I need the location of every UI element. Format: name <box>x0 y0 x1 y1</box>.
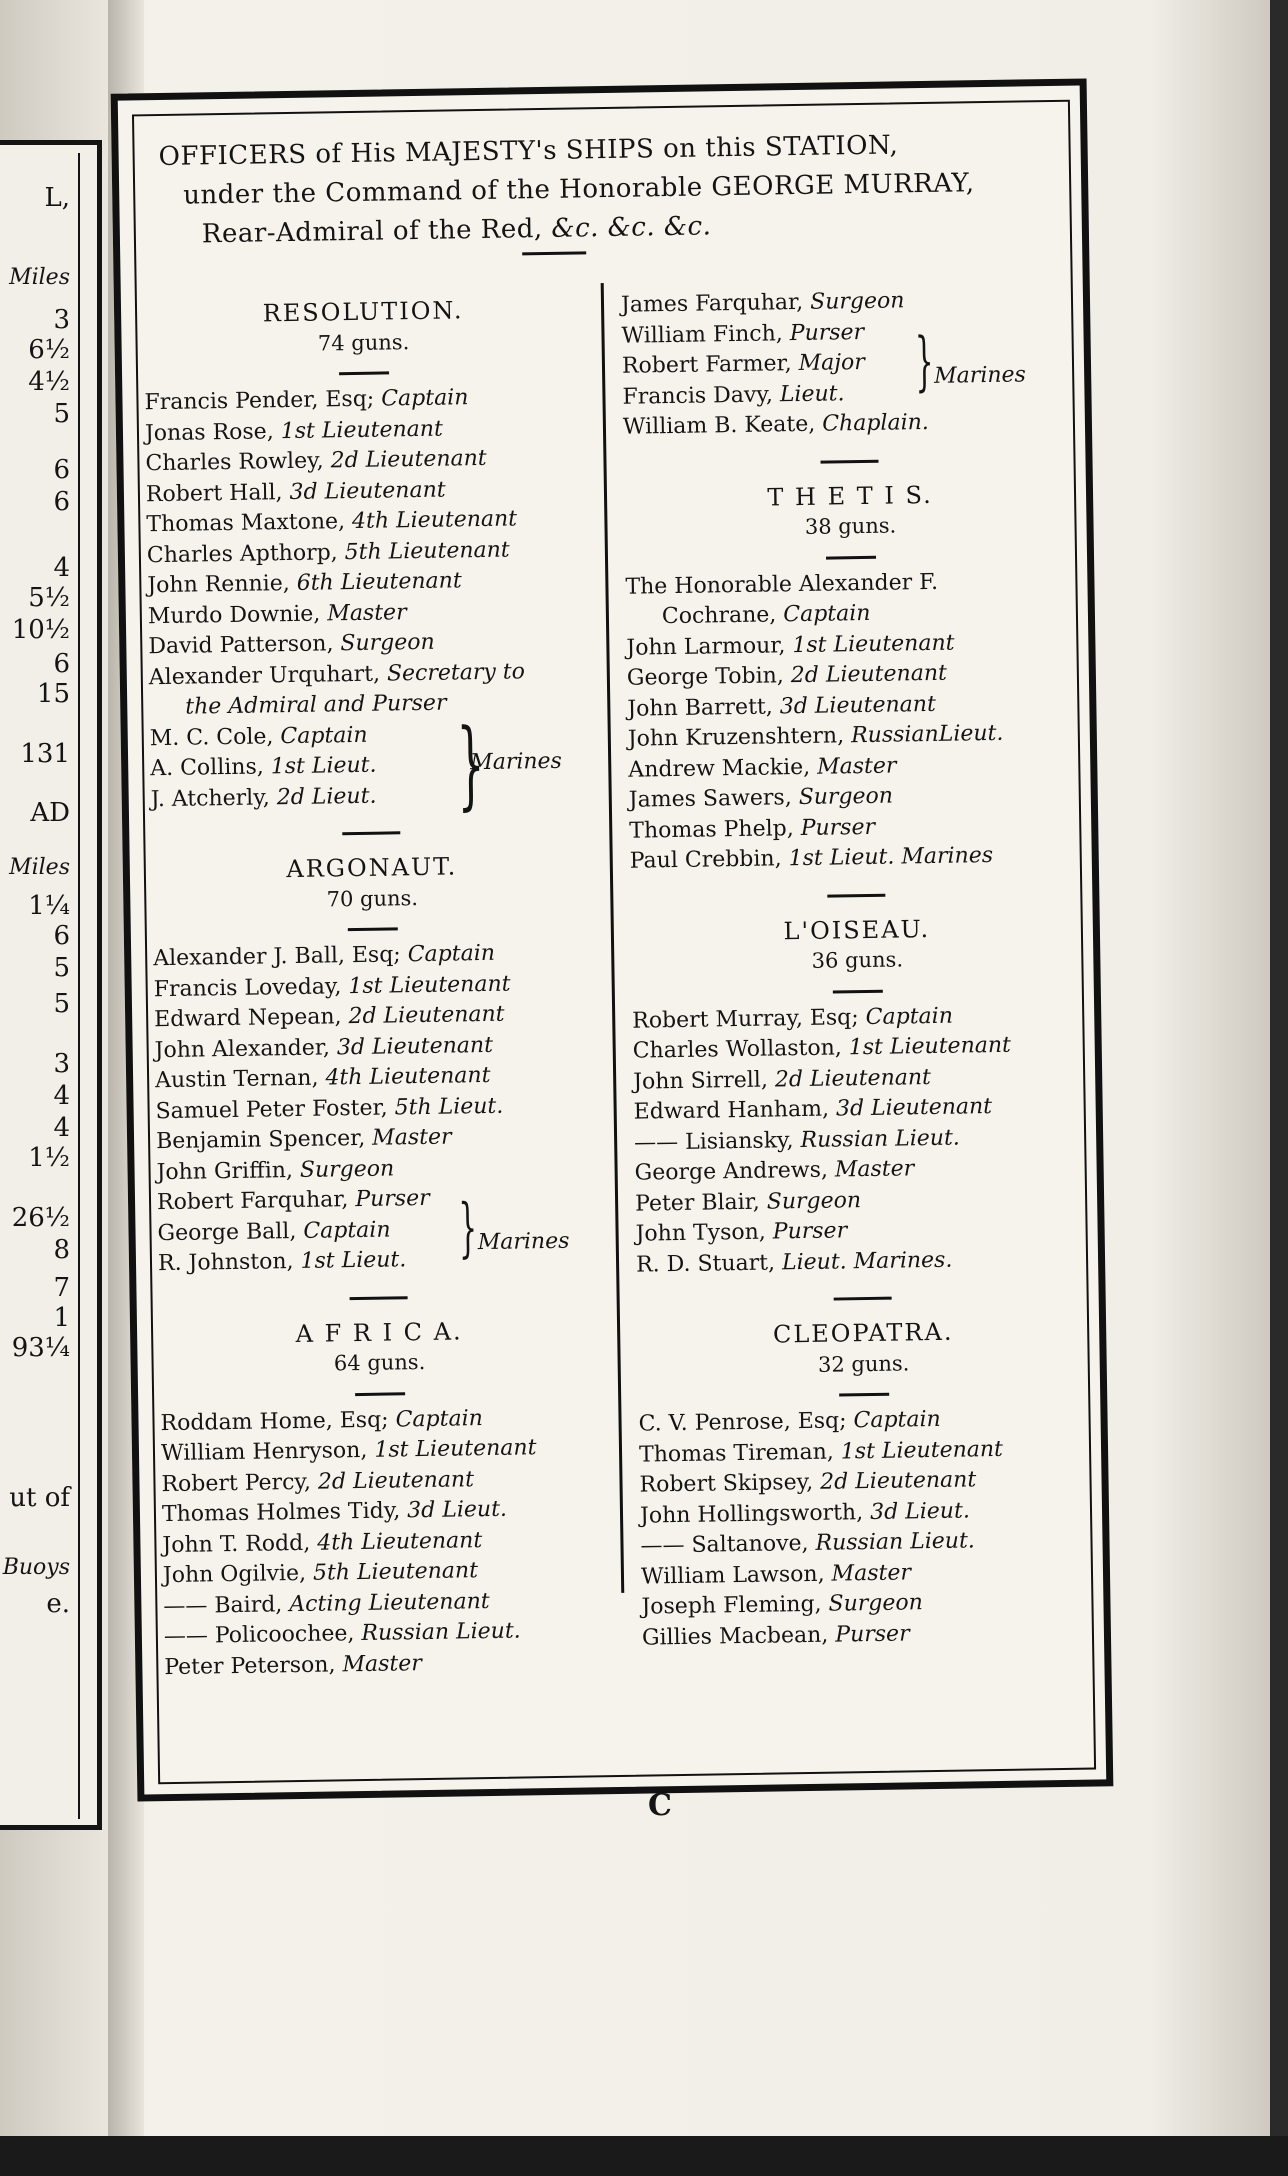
officer-entry <box>636 1243 1088 1281</box>
officer-name: William B. Keate, <box>622 411 823 440</box>
ship-guns: 64 guns. <box>333 1349 426 1376</box>
section-divider <box>834 1297 892 1301</box>
officer-rank: 1st Lieut. Marines <box>788 843 994 872</box>
margin-fragment: e. <box>46 1589 70 1619</box>
officer-rank: Master <box>372 1124 452 1151</box>
margin-fragment: Buoys <box>2 1555 70 1580</box>
officers-list-frame <box>111 78 1114 1801</box>
officer-rank: Lieut. <box>779 380 845 407</box>
officer-name: John T. Rodd, <box>162 1530 318 1558</box>
margin-fragment: 6 <box>53 921 70 951</box>
officer-name: John Larmour, <box>626 632 793 661</box>
officer-rank: Master <box>834 1156 915 1183</box>
officer-name: C. V. Penrose, Esq; <box>638 1408 854 1437</box>
officer-name: Charles Wollaston, <box>632 1035 849 1064</box>
margin-fragment: 7 <box>53 1273 70 1303</box>
margin-fragment: 26½ <box>11 1203 70 1233</box>
officer-entry <box>630 840 1082 878</box>
ship-name: CLEOPATRA. <box>772 1317 954 1349</box>
officer-name: Andrew Mackie, <box>628 754 818 783</box>
officer-rank: 1st Lieut. <box>270 752 377 780</box>
margin-fragment: 8 <box>53 1235 70 1265</box>
officer-entry <box>151 778 591 815</box>
officer-rank: Purser <box>789 319 865 346</box>
ship-rule <box>826 555 876 559</box>
officer-rank: 4th Lieutenant <box>325 1062 491 1091</box>
margin-fragment: Miles <box>9 265 70 290</box>
officer-name: J. Atcherly, <box>150 784 277 812</box>
officer-rank: 2d Lieutenant <box>330 445 487 474</box>
officer-rank: Purser <box>772 1218 848 1245</box>
margin-fragment: Miles <box>9 855 70 880</box>
officer-name: Francis Davy, <box>622 381 781 410</box>
officer-name: The Honorable Alexander F. <box>625 569 939 600</box>
title-line-1: OFFICERS of His MAJESTY's SHIPS on this STATION, <box>158 130 899 173</box>
officer-rank: 2d Lieutenant <box>348 1001 505 1030</box>
officer-rank: 2d Lieut. <box>276 783 377 810</box>
brace-mark: } <box>458 1191 478 1266</box>
officer-name: Samuel Peter Foster, <box>155 1094 395 1124</box>
officer-rank: 1st Lieutenant <box>280 416 444 444</box>
margin-fragment: 5 <box>53 989 70 1019</box>
marines-label: Marines <box>933 361 1027 389</box>
officer-name: Peter Blair, <box>634 1189 767 1217</box>
officer-name: Alexander Urquhart, <box>148 661 388 690</box>
officer-rank: 1st Lieutenant <box>374 1435 537 1463</box>
margin-fragment: 6 <box>53 455 70 485</box>
officer-rank: 6th Lieutenant <box>296 568 462 596</box>
officer-rank: 1st Lieutenant <box>840 1436 1004 1464</box>
ship-rule <box>833 989 883 993</box>
facing-page-margin <box>0 140 102 1830</box>
officer-name: Alexander J. Ball, Esq; <box>153 942 408 972</box>
officer-rank: RussianLieut. <box>850 720 1004 749</box>
margin-fragment: AD <box>30 798 70 828</box>
officer-name: Charles Apthorp, <box>146 539 345 568</box>
margin-fragment: 6½ <box>28 335 70 365</box>
officer-name: —— Baird, <box>163 1591 290 1619</box>
officer-name: William Lawson, <box>640 1561 832 1590</box>
officer-rank: 3d Lieutenant <box>835 1094 993 1122</box>
margin-fragment: L, <box>44 183 70 213</box>
officer-name: —— Lisiansky, <box>633 1127 801 1156</box>
officer-rank: Captain <box>783 600 871 628</box>
ship-guns: 36 guns. <box>811 947 904 973</box>
officer-rank: 1st Lieut. <box>300 1247 407 1274</box>
officer-name: John Sirrell, <box>633 1066 776 1095</box>
officer-rank: 1st Lieutenant <box>348 971 511 999</box>
officer-rank: 2d Lieutenant <box>790 660 948 689</box>
officer-name: John Ogilvie, <box>162 1560 314 1589</box>
margin-fragment: ut of <box>9 1483 70 1513</box>
officer-rank: Master <box>342 1650 422 1677</box>
ship-guns: 74 guns. <box>317 329 410 356</box>
officer-name: James Sawers, <box>628 785 799 813</box>
officer-rank: 3d Lieutenant <box>336 1032 494 1060</box>
officer-name: Charles Rowley, <box>145 448 331 477</box>
officer-name: John Rennie, <box>147 570 297 599</box>
officer-name: Thomas Tireman, <box>638 1438 841 1468</box>
officer-rank: 5th Lieutenant <box>312 1558 479 1586</box>
margin-fragment: 5 <box>53 953 70 983</box>
ship-rule <box>839 1393 889 1397</box>
officer-name: M. C. Cole, <box>149 723 281 751</box>
officer-name: Peter Peterson, <box>164 1651 343 1680</box>
officer-name: Roddam Home, Esq; <box>160 1406 396 1436</box>
officer-name: George Andrews, <box>634 1157 836 1186</box>
officer-name: Jonas Rose, <box>144 418 281 446</box>
margin-fragment: 1¼ <box>28 891 70 921</box>
officer-name: Robert Murray, Esq; <box>632 1004 866 1034</box>
officer-rank: Purser <box>355 1185 430 1213</box>
officer-name: William Henryson, <box>160 1437 375 1467</box>
officer-rank: Russian Lieut. <box>800 1125 961 1153</box>
right-column <box>621 284 1094 1654</box>
officer-name: Robert Skipsey, <box>639 1469 821 1498</box>
officer-rank: 1st Lieutenant <box>792 630 955 658</box>
officer-rank: Captain <box>280 722 368 749</box>
officer-name: John Tyson, <box>635 1219 774 1247</box>
ship-guns: 32 guns. <box>817 1350 910 1377</box>
section-divider <box>342 831 400 835</box>
margin-fragment: 6 <box>53 649 70 679</box>
officer-rank: Russian Lieut. <box>815 1528 976 1556</box>
officer-name: David Patterson, <box>148 631 341 660</box>
officer-name: James Farquhar, <box>620 289 811 318</box>
margin-fragment: 15 <box>36 679 70 709</box>
officer-name: R. D. Stuart, <box>635 1249 783 1278</box>
officer-rank: Major <box>798 349 866 376</box>
officer-name: Cochrane, <box>661 602 784 630</box>
officer-rank: Surgeon <box>766 1187 862 1215</box>
officer-name: Gillies Macbean, <box>641 1622 836 1651</box>
officer-rank: 5th Lieut. <box>394 1093 504 1120</box>
ship-guns: 38 guns. <box>804 513 897 539</box>
officer-name: Thomas Holmes Tidy, <box>161 1498 408 1528</box>
officer-name: Edward Nepean, <box>153 1004 349 1033</box>
section-divider <box>350 1296 408 1300</box>
margin-fragment: 131 <box>20 739 70 769</box>
ship-rule <box>348 927 398 931</box>
officer-rank: 3d Lieutenant <box>289 477 446 505</box>
officer-rank: Surgeon <box>809 288 905 315</box>
officer-rank: 4th Lieutenant <box>351 506 518 535</box>
officer-rank: 5th Lieutenant <box>344 537 510 565</box>
margin-fragment: 3 <box>53 1049 70 1079</box>
ship-name: RESOLUTION. <box>262 296 464 328</box>
margin-fragment: 1 <box>53 1303 70 1333</box>
officer-name: John Alexander, <box>154 1034 338 1063</box>
officer-name: Austin Ternan, <box>154 1065 326 1094</box>
section-divider <box>820 459 878 463</box>
officer-rank: Purser <box>800 814 876 841</box>
officer-rank: 2d Lieutenant <box>774 1064 932 1092</box>
margin-fragment: 10½ <box>11 615 70 645</box>
margin-fragment: 4½ <box>28 367 70 397</box>
officer-rank: 3d Lieut. <box>407 1496 508 1524</box>
officer-rank: 3d Lieutenant <box>779 691 936 719</box>
officer-name: John Kruzenshtern, <box>627 723 852 752</box>
officer-rank: 3d Lieut. <box>869 1497 971 1525</box>
signature-mark: C <box>648 1788 672 1823</box>
ship-name: A F R I C A. <box>295 1316 463 1348</box>
officer-name: John Hollingsworth, <box>639 1499 871 1529</box>
officer-rank: Surgeon <box>828 1590 924 1617</box>
margin-fragment: 5 <box>53 399 70 429</box>
officer-name: R. Johnston, <box>157 1248 301 1277</box>
officer-name: Joseph Fleming, <box>641 1591 829 1620</box>
officer-rank: Master <box>831 1559 912 1587</box>
officer-name: Thomas Phelp, <box>629 815 801 844</box>
brace-mark: } <box>914 324 935 399</box>
officer-name: A. Collins, <box>150 754 271 782</box>
officer-rank: Surgeon <box>340 629 435 657</box>
officer-name: Robert Hall, <box>145 479 290 507</box>
ship-name: L'OISEAU. <box>783 914 931 945</box>
margin-fragment: 1½ <box>28 1143 70 1173</box>
officer-name: John Barrett, <box>627 693 780 722</box>
officer-name: William Finch, <box>621 320 790 349</box>
officer-name: Thomas Maxtone, <box>146 509 353 538</box>
officer-name: Edward Hanham, <box>633 1096 837 1125</box>
officer-name: Benjamin Spencer, <box>155 1125 373 1155</box>
officer-rank: 4th Lieutenant <box>317 1527 483 1556</box>
officer-name: George Ball, <box>157 1218 304 1246</box>
ship-rule <box>355 1392 405 1396</box>
officer-name: Robert Percy, <box>161 1469 319 1497</box>
officer-rank: Captain <box>395 1405 483 1432</box>
margin-fragment: 3 <box>53 305 70 335</box>
officer-rank: Captain <box>407 940 496 968</box>
officer-name: George Tobin, <box>626 663 792 691</box>
officer-rank: 2d Lieutenant <box>819 1467 977 1495</box>
page-title <box>148 124 1050 255</box>
margin-fragment: 5½ <box>28 583 70 613</box>
officer-name: Francis Pender, Esq; <box>144 386 382 416</box>
officer-name: John Griffin, <box>156 1157 301 1185</box>
officer-name: —— Saltanove, <box>640 1530 816 1559</box>
officer-rank: Surgeon <box>299 1155 395 1183</box>
bottom-edge-shadow <box>0 2136 1288 2176</box>
ship-name: ARGONAUT. <box>286 852 458 884</box>
margin-fragment: 4 <box>53 553 70 583</box>
officer-rank: Purser <box>835 1620 910 1648</box>
officer-rank: Surgeon <box>798 783 894 811</box>
page-edge-shadow <box>1270 0 1288 2176</box>
officer-rank: 2d Lieutenant <box>317 1466 475 1495</box>
facing-page-fragments <box>0 153 80 1819</box>
marines-label: Marines <box>477 1228 570 1256</box>
officer-rank: Master <box>816 753 897 780</box>
officer-rank: Captain <box>865 1003 954 1030</box>
officer-name: Murdo Downie, <box>147 600 328 629</box>
margin-fragment: 4 <box>53 1081 70 1111</box>
officer-rank: 1st Lieutenant <box>848 1032 1012 1061</box>
officer-name: Robert Farquhar, <box>156 1187 356 1216</box>
title-etcetera: &c. &c. &c. <box>551 211 712 244</box>
officer-rank: Russian Lieut. <box>361 1618 521 1647</box>
officer-name: Francis Loveday, <box>153 973 349 1002</box>
officer-rank: Acting Lieutenant <box>289 1588 490 1617</box>
marines-label: Marines <box>470 749 563 776</box>
margin-fragment: 93¼ <box>11 1333 70 1363</box>
ship-rule <box>339 371 389 375</box>
margin-fragment: 4 <box>53 1113 70 1143</box>
margin-fragment: 6 <box>53 487 70 517</box>
officer-name: Robert Farmer, <box>621 350 799 379</box>
officer-rank: Captain <box>381 385 469 412</box>
officer-rank: Secretary to <box>386 658 526 687</box>
officer-rank: Chaplain. <box>822 409 929 437</box>
officer-rank: Master <box>327 599 407 626</box>
left-column <box>143 289 605 1683</box>
section-divider <box>827 893 885 897</box>
officer-rank: the Admiral and Purser <box>185 690 447 720</box>
title-rank: Rear-Admiral of the Red, <box>201 213 552 250</box>
officer-rank: Lieut. Marines. <box>781 1247 953 1275</box>
officer-rank: Captain <box>853 1406 941 1434</box>
marines-group <box>149 708 591 821</box>
ship-name: T H E T I S. <box>767 480 933 512</box>
officer-name: —— Policoochee, <box>163 1621 362 1650</box>
officer-name: Paul Crebbin, <box>629 846 789 874</box>
title-line-2: under the Command of the Honorable GEORGE MURRAY, <box>183 168 975 211</box>
ship-guns: 70 guns. <box>326 885 419 911</box>
brace-mark: } <box>456 708 486 821</box>
officer-rank: Captain <box>303 1217 391 1244</box>
